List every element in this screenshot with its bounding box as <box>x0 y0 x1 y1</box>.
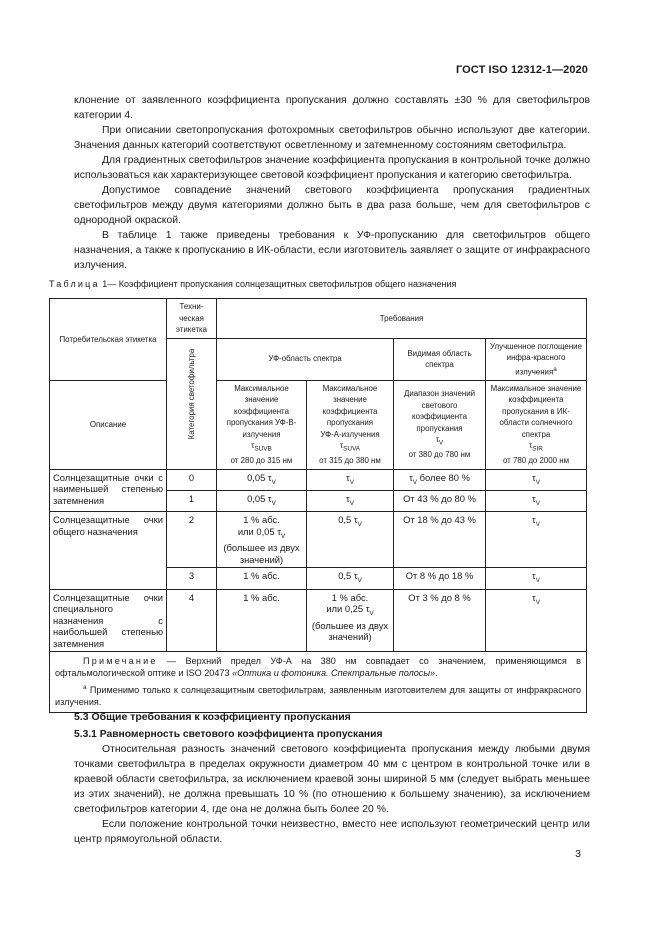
table-header-row <box>50 299 587 339</box>
visible-cell: От 8 % до 18 % <box>394 568 486 589</box>
header-ir: Улучшенное поглощение инфра-красного излучения$^а$ <box>486 338 587 380</box>
table-caption-number: 1 <box>102 279 108 289</box>
paragraph: Допустимое совпадение значений светового коэффициента пропускания градиентных светофильтров между двумя категориями должно быть в два раза больше, чем для светофильтров с однородной окраской. <box>74 185 590 226</box>
section-heading: 5.3 Общие требования к коэффициенту пропускания <box>74 711 351 723</box>
intro-text <box>74 93 590 273</box>
table-row <box>50 469 587 490</box>
header-ir-range: Максимальное значение коэффициента пропускания в ИК-области солнечного спектра $\tau_{SIR}$ от 780 до 2000 нм <box>486 380 587 469</box>
paragraph: клонение от заявленного коэффициента пропускания должно составлять ±30 % для светофильтров категории 4. <box>74 95 590 121</box>
visible-cell: От 43 % до 80 % <box>394 491 486 512</box>
uva-cell: 0,5 $\tau_V$ <box>307 512 394 568</box>
table-row <box>50 589 587 652</box>
header-visible-range: Диапазон значений светового коэффициента пропускания $\tau_V$ от 380 до 780 нм <box>394 380 486 469</box>
category-cell: 3 <box>167 568 217 589</box>
uva-cell: 1 % абс. или 0,25 $\tau_V$ (большее из двух значений) <box>307 589 394 652</box>
footnote-mark: а <box>553 365 557 373</box>
uvb-cell: 0,05 $\tau_V$ <box>217 491 307 512</box>
uvb-cell: 1 % абс. <box>217 589 307 652</box>
category-cell: 1 <box>167 491 217 512</box>
header-uva: Максимальное значение коэффициента пропускания УФ-А-излучения $\tau_{SUVA}$ от 315 до 380 нм <box>307 380 394 469</box>
table-row <box>50 512 587 568</box>
category-cell: 4 <box>167 589 217 652</box>
visible-cell: От 18 % до 43 % <box>394 512 486 568</box>
table-note: Примечание — Верхний предел УФ-А на 380 нм совпадает со значением, применяющимся в офтальмологической оптике и ISO 20473 «Оптика и фотоника. Спектральные полосы». <box>55 656 582 678</box>
transmittance-table <box>49 298 587 713</box>
header-uvb: Максимальное значение коэффициента пропускания УФ-B-излучения $\tau_{SUVB}$ от 280 до 315 нм <box>217 380 307 469</box>
paragraph: Для градиентных светофильтров значение коэффициента пропускания в контрольной точке должно использоваться как характеризующее световой коэффициент пропускания и категорию светофильтра. <box>74 155 590 181</box>
paragraph: Относительная разность значений светового коэффициента пропускания между любыми двумя точками светофильтра в пределах окружности диаметром 40 мм с центром в контрольной точке или в краевой области светофильтра, за исключением краевой зоны шириной 5 мм (следует выбрать меньшее из этих значений), не должна превышать 10 % (по отношению к большему значению), за исключением светофильтров категории 4, где она не должна быть более 20 %. <box>74 744 590 815</box>
uvb-cell: 1 % абс. <box>217 568 307 589</box>
header-visible: Видимая область спектра <box>394 338 486 380</box>
header-tech-label: Техни-ческая этикетка <box>167 299 217 339</box>
group-label: Солнцезащитные очки общего назначения <box>50 512 167 589</box>
table-caption-label: Таблица <box>49 279 100 289</box>
table-header-row <box>50 380 587 469</box>
table-notes <box>50 652 587 713</box>
header-requirements: Требования <box>217 299 587 339</box>
paragraph: При описании светопропускания фотохромных светофильтров обычно используют две категории. Значения данных категорий соответствуют осветленному и затемненному состояниям светофильтра. <box>74 125 590 151</box>
paragraph: Если положение контрольной точки неизвестно, вместо нее используют геометрический центр или центр прямоугольной области. <box>74 819 590 845</box>
header-description: Описание <box>50 380 167 469</box>
table-caption <box>49 278 604 290</box>
category-cell: 2 <box>167 512 217 568</box>
group-label: Солнцезащитные очки специального назначения с наибольшей степенью затемнения <box>50 589 167 652</box>
paragraph: В таблице 1 также приведены требования к УФ-пропусканию для светофильтров общего назначения, а также к пропусканию в ИК-области, если изготовитель заявляет о защите от инфракрасного излучения. <box>74 230 590 271</box>
ir-cell: $\tau_V$ <box>486 512 587 568</box>
uva-cell: 0,5 $\tau_V$ <box>307 568 394 589</box>
subsection-heading: 5.3.1 Равномерность светового коэффициента пропускания <box>74 729 383 740</box>
uva-cell: $\tau_V$ <box>307 491 394 512</box>
ir-cell: $\tau_V$ <box>486 469 587 490</box>
ir-cell: $\tau_V$ <box>486 568 587 589</box>
header-uv: УФ-область спектра <box>217 338 394 380</box>
uvb-cell: 1 % абс. или 0,05 $\tau_V$ (большее из двух значений) <box>217 512 307 568</box>
header-consumer-label: Потребительская этикетка <box>50 299 167 381</box>
header-category <box>167 338 217 469</box>
table-caption-title: — Коэффициент пропускания солнцезащитных светофильтров общего назначения <box>107 279 457 289</box>
visible-cell: $\tau_V$ более 80 % <box>394 469 486 490</box>
ir-cell: $\tau_V$ <box>486 589 587 652</box>
group-label: Солнцезащитные очки с наименьшей степенью затемнения <box>50 469 167 512</box>
visible-cell: От 3 % до 8 % <box>394 589 486 652</box>
section-5-3 <box>74 710 590 847</box>
document-code: ГОСТ ISO 12312-1—2020 <box>455 64 588 76</box>
page-number: 3 <box>575 848 581 860</box>
uva-cell: $\tau_V$ <box>307 469 394 490</box>
header-category-text: Категория светофильтра <box>186 348 196 439</box>
uvb-cell: 0,05 $\tau_V$ <box>217 469 307 490</box>
category-cell: 0 <box>167 469 217 490</box>
table-footnote: $^а$ Применимо только к солнцезащитным светофильтрам, заявленным изготовителем для защиты от инфракрасного излучения. <box>55 684 582 707</box>
table-notes-row <box>50 652 587 713</box>
ir-cell: $\tau_V$ <box>486 491 587 512</box>
